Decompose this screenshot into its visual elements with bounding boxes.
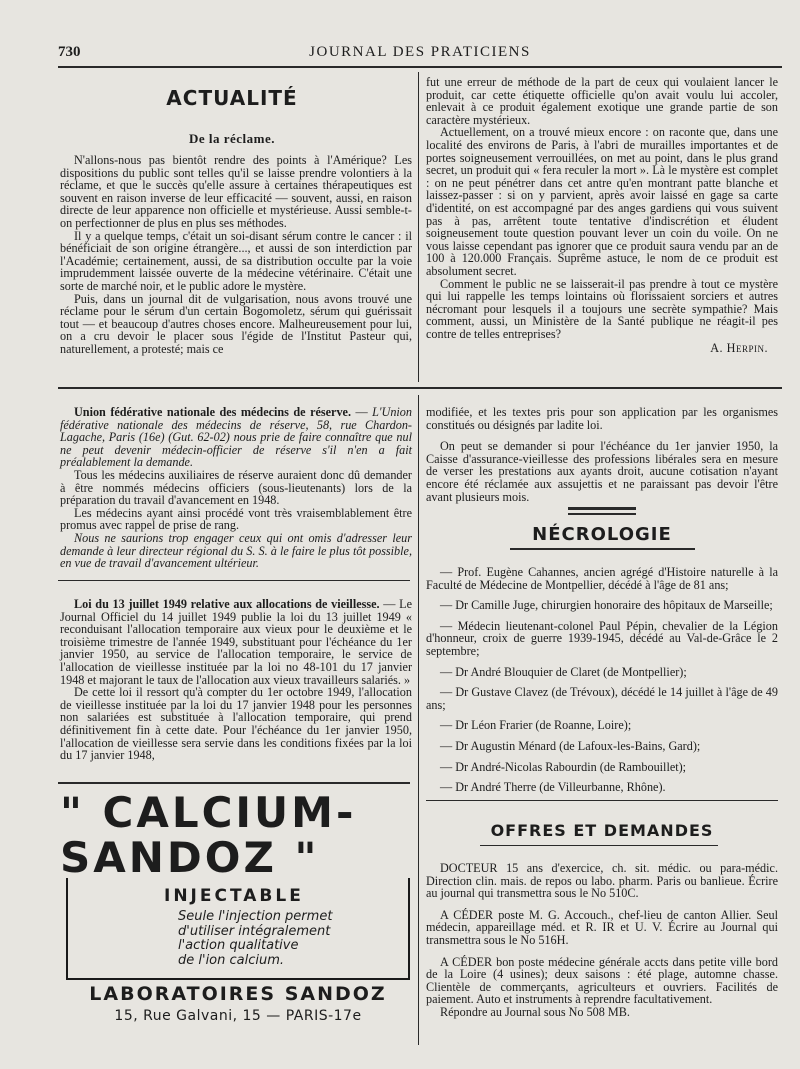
ad-box xyxy=(66,878,410,980)
ad-tagline-line: de l'ion calcium. xyxy=(178,952,285,968)
actualite-left-column xyxy=(60,154,412,356)
ad-address: 15, Rue Galvani, 15 — PARIS-17e xyxy=(114,1008,362,1024)
section-rule xyxy=(58,387,782,389)
loi-continuation xyxy=(426,406,778,503)
necrologie-list xyxy=(426,566,778,802)
ad-brand-line2: SANDOZ " xyxy=(60,833,320,882)
header-rule xyxy=(58,66,782,68)
actualite-paragraph: Puis, dans un journal dit de vulgarisation, nous avons trouvé une réclame pour le sérum d'un certain Bogomoletz, sérum qui guérissait tout — et beaucoup d'autres choses encore. Malheureusement pour lui, on a cru devoir le placer sous l'égide de l'Institut Pasteur qui, naturellement, a protesté; mais ce xyxy=(60,291,412,356)
necro-entry: — Prof. Eugène Cahannes, ancien agrégé d'Histoire naturelle à la Faculté de Médecine de Montpellier, décédé à l'âge de 81 ans; xyxy=(426,565,778,592)
offres-rule xyxy=(480,845,718,846)
necro-entry: — Dr André Blouquier de Claret (de Montpellier); xyxy=(440,664,687,679)
loi-paragraph: On peut se demander si pour l'échéance du 1er janvier 1950, la Caisse d'assurance-vieillesse des professions libérales sera en mesure de verser les prestations aux ayants droit, aucune cotisation n'ayant encore été réclamée aux assujettis et ne paraissant pas devoir l'être avant plusieurs mois. xyxy=(426,439,778,504)
offres-heading: OFFRES ET DEMANDES xyxy=(490,821,714,840)
union-title: Union fédérative nationale des médecins de réserve. xyxy=(74,405,351,419)
necro-entry: — Dr André Therre (de Villeurbanne, Rhône). xyxy=(440,780,666,795)
union-paragraph: Tous les médecins auxiliaires de réserve auraient donc dû demander à être nommés médecins officiers (sous-lieutenants) lors de la préparation du travail d'avancement en 1948. xyxy=(60,467,412,508)
union-article: Union fédérative nationale des médecins de réserve. — L'Union fédérative nationale des médecins de réserve, 58, rue Chardon-Lagache, Paris (16e) (Gut. 62-02) nous prie de faire connaître que nul ne peut devenir médecin-officier de réserve s'il n'en a fait préalablement la demande. Tous les médecins auxiliaires de réserve auraient donc dû demander à être nommés médecins officiers (sous-lieutenants) lors de la préparation du travail d'avancement en 1948. Les médecins ayant ainsi procédé vont très vraisemblablement être promus avec rappel de prise de rang. Nous ne saurions trop engager ceux qui ont omis d'adresser leur demande à leur directeur régional du S. S. à le faire le plus tôt possible, en vue de travail d'avancement ultérieur. xyxy=(60,405,412,571)
offres-ad: A CÉDER poste M. G. Accouch., chef-lieu de canton Allier. Seul médecin, appareillage méd. et R. IR et U. V. Écrire au Journal qui transmettra sous le No 516H. xyxy=(426,907,778,947)
necro-entry: — Dr Léon Frarier (de Roanne, Loire); xyxy=(440,718,632,733)
actualite-paragraph: Il y a quelque temps, c'était un soi-disant sérum contre le cancer : il bénéficiait de son origine étrangère..., et aussi de son interdiction par l'Académie; certainement, aussi, de sa distribution occulte par la voie imprudemment laissée ouverte de la médecine vétérinaire. C'était une sorte de marché noir, et le public adore le mystère. xyxy=(60,228,412,293)
page-number: 730 xyxy=(58,44,81,60)
loi-paragraph: De cette loi il ressort qu'à compter du 1er octobre 1949, l'allocation de vieillesse instituée par la loi du 17 janvier 1948 pour les personnes non salariées est substituée à l'allocation temporaire, qui prend définitivement fin à cette date. Pour l'échéance du 1er janvier 1950, l'allocation de vieillesse sera servie dans les conditions fixées par la loi du 17 janvier 1948, xyxy=(60,685,412,763)
necro-entry: — Dr Augustin Ménard (de Lafoux-les-Bains, Gard); xyxy=(440,738,701,753)
actualite-paragraph: N'allons-nous pas bientôt rendre des points à l'Amérique? Les dispositions du public sont telles qu'il se laisse prendre volontiers à la réclame, et que le succès qu'elle assure à certaines thérapeutiques est souvent en raison inverse de leur efficacité — souvent, aussi, en raison directe de leur apparence non officielle et mystérieuse. Aussi semble-t-on perfectionner de plus en plus ses méthodes. xyxy=(60,153,412,230)
necro-deco-bar xyxy=(568,507,636,510)
union-note: Nous ne saurions trop engager ceux qui ont omis d'adresser leur demande à leur directeur régional du S. S. à le faire le plus tôt possible, en vue de travail d'avancement ultérieur. xyxy=(60,530,412,571)
actualite-paragraph: fut une erreur de méthode de la part de ceux qui voulaient lancer le produit, car cette étiquette officielle qu'on avait voulu lui accoler, enlevait à ce produit également exotique une grande partie de son caractère mystérieux. xyxy=(426,75,778,127)
actualite-heading: ACTUALITÉ xyxy=(166,86,298,110)
ad-injectable: INJECTABLE xyxy=(164,886,304,906)
actualite-subtitle: De la réclame. xyxy=(188,131,276,146)
actualite-paragraph: Actuellement, on a trouvé mieux encore : on raconte que, dans une localité des environs de Paris, à l'abri de murailles importantes et de portes soigneusement verrouillées, on met au point, dans le plus grand secret, un produit qui « fera reculer la mort ». Là le mystère est complet : on ne peut pénétrer dans cet antre qu'en montrant patte blanche et laissez-passer : si on y parvient, après avoir laissé en gage sa carte d'identité, on est accompagné par des anges gardiens qui vous suivent pas à pas, arrêtent toute tentative d'indiscrétion et éludent soigneusement toute question pouvant lever un coin du voile. On ne vous laisse cependant pas ignorer que ce produit saura vendu par an de 100 à 120.000 Français. Suprême astuce, le nom de ce produit est absolument secret. xyxy=(426,125,778,278)
actualite-signature: A. Herpin. xyxy=(710,341,768,356)
necro-entry: — Dr Camille Juge, chirurgien honoraire des hôpitaux de Marseille; xyxy=(440,598,773,613)
union-intro: L'Union fédérative nationale des médecins de réserve, 58, rue Chardon-Lagache, Paris (16e) (Gut. 62-02) nous prie de faire connaître que nul ne peut devenir médecin-officier de réserve s'il n'en a fait préalablement la demande. xyxy=(60,405,412,470)
column-divider-bottom xyxy=(418,395,419,1045)
loi-paragraph: modifiée, et les textes pris pour son application par les organismes constitués ou désignés par ladite loi. xyxy=(426,405,778,432)
offres-ad: A CÉDER bon poste médecine générale accts dans petite ville bord de la Loire (4 usines); deux saisons : été plage, automne chasse. Clientèle de commerçants, agriculteurs et ouvriers. Facilités de paiement. Auto et instruments à reprendre facultativement. xyxy=(426,954,778,1007)
ad-brand-line1: " CALCIUM- xyxy=(60,788,357,837)
necrologie-heading: NÉCROLOGIE xyxy=(532,524,672,545)
necro-end-rule xyxy=(426,800,778,801)
loi-title: Loi du 13 juillet 1949 relative aux allocations de vieillesse. xyxy=(74,597,380,611)
ad-tagline-line: Seule l'injection permet xyxy=(178,909,333,924)
ad-top-rule xyxy=(58,782,410,784)
actualite-right-column xyxy=(426,76,778,355)
ad-tagline-line: d'utiliser intégralement xyxy=(178,923,331,939)
necro-entry: — Dr Gustave Clavez (de Trévoux), décédé le 14 juillet à l'âge de 49 ans; xyxy=(426,685,778,712)
necro-rule xyxy=(510,548,695,550)
article-rule xyxy=(58,580,410,581)
column-divider-top xyxy=(418,72,419,382)
necro-entry: — Médecin lieutenant-colonel Paul Pépin, chevalier de la Légion d'honneur, croix de guerre 1939-1945, décédé au Val-de-Grâce le 2 septembre; xyxy=(426,618,778,658)
journal-title: JOURNAL DES PRATICIENS xyxy=(309,44,531,60)
ad-tagline xyxy=(178,910,332,968)
union-paragraph: Les médecins ayant ainsi procédé vont très vraisemblablement être promus avec rappel de prise de rang. xyxy=(60,505,412,533)
ad-company: LABORATOIRES SANDOZ xyxy=(89,983,387,1005)
offres-ad: DOCTEUR 15 ans d'exercice, ch. sit. médic. ou para-médic. Direction clin. mais. de repos ou labo. pharm. Paris ou banlieue. Écrire au journal qui transmettra sous le No 510C. xyxy=(426,861,778,901)
offres-list xyxy=(426,862,778,1019)
loi-paragraph: Le Journal Officiel du 14 juillet 1949 publie la loi du 13 juillet 1949 « reconduisant l'allocation temporaire aux vieux pour le deuxième et le troisième trimestre de l'année 1949, substituant pour l'échéance du 1er janvier 1950, au service de l'allocation temporaire, le service de l'allocation de vieillesse instituée par la loi no 48-101 du 17 janvier 1948 et majorant le taux de l'allocation aux vieux travailleurs salariés. » xyxy=(60,597,413,687)
offres-ad: Répondre au Journal sous No 508 MB. xyxy=(440,1004,630,1019)
actualite-paragraph: Comment le public ne se laisserait-il pas prendre à tout ce mystère qui lui rappelle les temps lointains où florissaient sorciers et autres nécromant pour lesquels il a toujours une secrète sympathie? Mais comment, aussi, un Ministère de la Santé publique ne réagit-il pes contre de telles entreprises? xyxy=(426,276,778,341)
necro-entry: — Dr André-Nicolas Rabourdin (de Rambouillet); xyxy=(440,759,687,774)
loi-article: Loi du 13 juillet 1949 relative aux allocations de vieillesse. — Le Journal Officiel du 14 juillet 1949 publie la loi du 13 juillet 1949 « reconduisant l'allocation temporaire aux vieux pour le deuxième et le troisième trimestre de l'année 1949, substituant pour l'échéance du 1er janvier 1950, au service de l'allocation temporaire, le service de l'allocation de vieillesse instituée par la loi no 48-101 du 17 janvier 1948 et majorant le taux de l'allocation aux vieux travailleurs salariés. » De cette loi il ressort qu'à compter du 1er octobre 1949, l'allocation de vieillesse instituée par la loi du 17 janvier 1948 pour les personnes non salariées est substituée à l'allocation temporaire, qui prend définitivement fin à cette date. Pour l'échéance du 1er janvier 1950, l'allocation de vieillesse sera servie dans les conditions fixées par la loi du 17 janvier 1948, xyxy=(60,597,413,763)
necro-deco-bar xyxy=(568,513,636,515)
ad-tagline-line: l'action qualitative xyxy=(178,938,299,953)
